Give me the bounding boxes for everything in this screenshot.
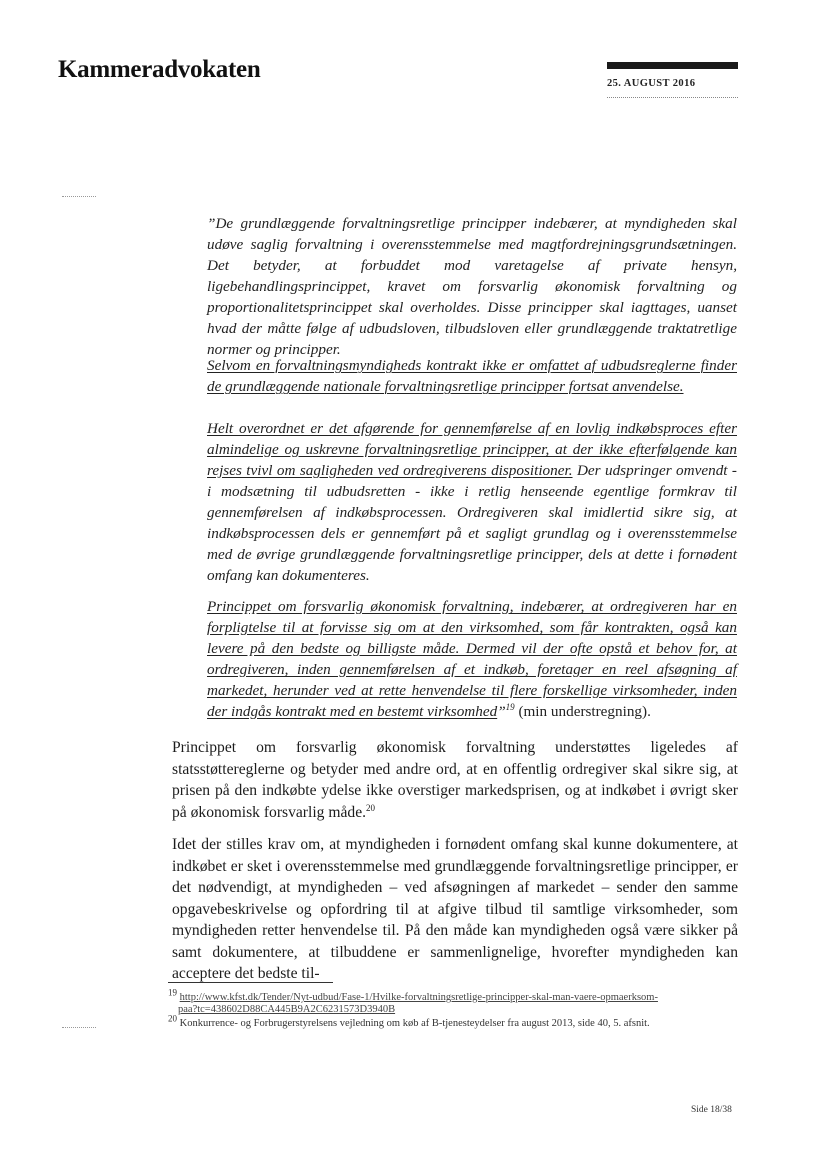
firm-logo: Kammeradvokaten (58, 56, 261, 83)
date-divider (607, 97, 738, 98)
footnote-divider (168, 982, 333, 983)
body-paragraph-1-text: Princippet om forsvarlig økonomisk forvaltning understøttes ligeledes af statsstøttereglerne og betyder med andre ord, at en offentlig ordregiver skal sikre sig, at prisen på den indkøbte ydelse ikke overstiger markedsprisen, og at indkøbet i øvrigt sker på økonomisk forsvarlig måde. (172, 739, 738, 821)
quote-paragraph-2 (207, 355, 737, 397)
document-date: 25. AUGUST 2016 (607, 78, 696, 89)
footnote-20-text: Konkurrence- og Forbrugerstyrelsens vejledning om køb af B-tjenesteydelser fra august 2013, side 40, 5. afsnit. (179, 1018, 650, 1029)
quote-paragraph-1: ”De grundlæggende forvaltningsretlige principper indebærer, at myndigheden skal udøve saglig forvaltning i overensstemmelse med magtfordrejningsgrundsætningen. Det betyder, at forbuddet mod varetagelse af private hensyn, ligebehandlingsprincippet, kravet om forsvarlig økonomisk forvaltning og proportionalitetsprincippet skal overholdes. Disse principper skal iagttages, uanset hvad der måtte følge af udbudsloven, tilbudsloven eller grundlæggende traktatretlige normer og principper. (207, 215, 737, 358)
footnote-19-link-line-2[interactable]: paa?tc=438602D88CA445B9A2C6231573D3940B (178, 1004, 396, 1015)
quote-close-mark: ” (497, 703, 506, 720)
quote-paragraph-2-text: Selvom en forvaltningsmyndigheds kontrakt ikke er omfattet af udbudsreglerne finder de grundlæggende nationale forvaltningsretlige principper fortsat anvendelse. (207, 357, 737, 395)
body-paragraph-1 (172, 737, 738, 823)
footnote-20-number: 20 (168, 1013, 177, 1024)
footnote-19-link[interactable] (168, 992, 728, 1016)
page-number: Side 18/38 (691, 1105, 732, 1115)
quote-paragraph-4 (207, 596, 737, 722)
quote-paragraph-3 (207, 418, 737, 586)
footnote-19 (168, 987, 728, 1016)
footnote-ref-20[interactable]: 20 (366, 802, 376, 813)
quote-paragraph-4-tail: (min understregning). (514, 703, 651, 720)
header-bar (607, 62, 738, 69)
margin-mark-bottom (62, 1027, 96, 1028)
margin-mark-top (62, 196, 96, 197)
quote-paragraph-3-rest: Der udspringer omvendt - i modsætning til udbudsretten - ikke i retlig henseende egentlige formkrav til gennemførelsen af indkøbsprocessen. Ordregiveren skal imidlertid sikre sig, at indkøbsprocessen dels er gennemført på et sagligt grundlag og i overensstemmelse med de øvrige grundlæggende forvaltningsretlige principper, dels at dette i fornødent omfang kan dokumenteres. (207, 462, 737, 584)
footnote-19-link-line-1[interactable]: http://www.kfst.dk/Tender/Nyt-udbud/Fase-1/Hvilke-forvaltningsretlige-principper-skal-man-vaere-opmaerksom- (179, 992, 658, 1003)
footnote-20 (168, 1013, 728, 1030)
quote-paragraph-3-underlined: Helt overordnet er det afgørende for gennemførelse af en lovlig indkøbsproces efter almindelige og uskrevne forvaltningsretlige principper, at der ikke efterfølgende kan rejses tvivl om sagligheden ved ordregiverens dispositioner. (207, 420, 737, 479)
quote-paragraph-4-underlined: Princippet om forsvarlig økonomisk forvaltning, indebærer, at ordregiveren har en forpligtelse til at forvisse sig om at den virksomhed, som får kontrakten, også kan levere på den bedste og billigste måde. Dermed vil der ofte opstå et behov for, at ordregiveren, inden gennemførelsen af et indkøb, foretager en reel afsøgning af markedet, herunder ved at rette henvendelse til flere forskellige virksomheder, inden der indgås kontrakt med en bestemt virksomhed (207, 598, 737, 720)
body-paragraph-2: Idet der stilles krav om, at myndigheden i fornødent omfang skal kunne dokumentere, at indkøbet er sket i overensstemmelse med grundlæggende forvaltningsretlige principper, er det nødvendigt, at myndigheden – ved afsøgningen af markedet – sender den samme opgavebeskrivelse og opfordring til at afgive tilbud til samtlige virksomheder, som myndigheden retter henvendelse til. På den måde kan myndigheden også være sikker på samt dokumentere, at tilbuddene er sammenlignelige, hvorefter myndigheden kan acceptere det bedste til- (172, 836, 738, 982)
footnote-ref-19[interactable]: 19 (505, 701, 515, 712)
footnote-19-number: 19 (168, 987, 177, 998)
